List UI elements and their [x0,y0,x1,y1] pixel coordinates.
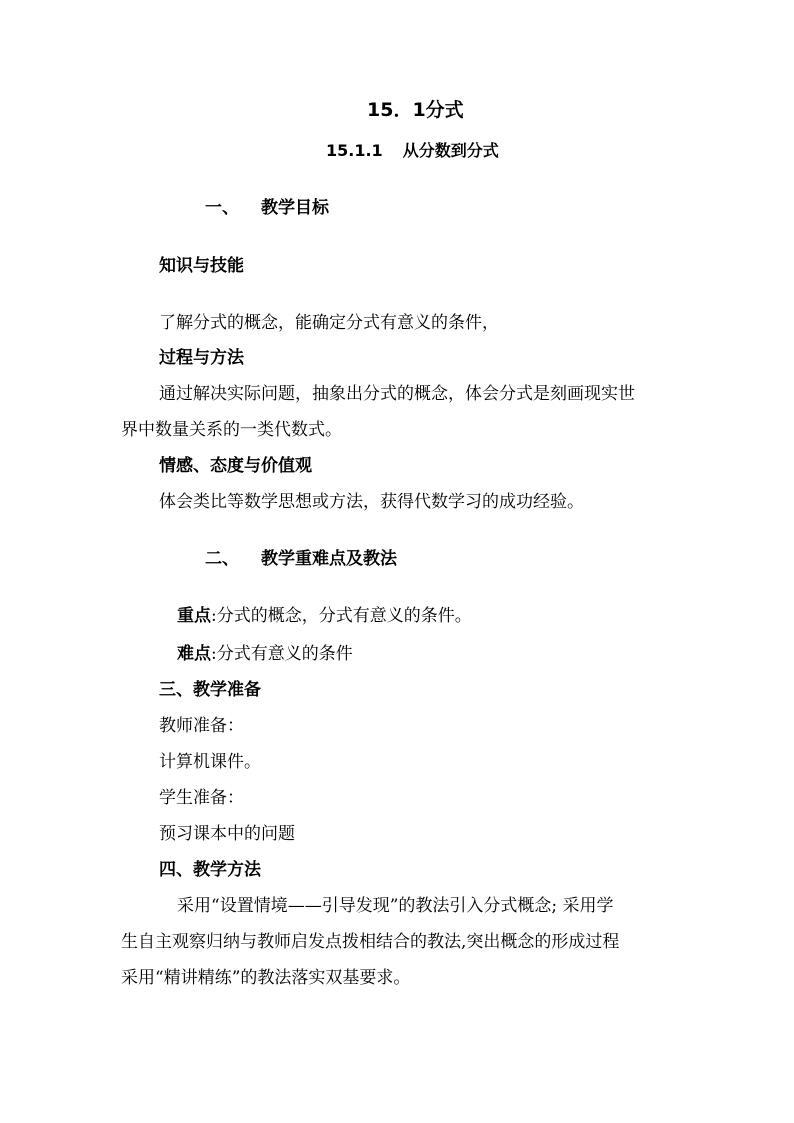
key-point-label: 重点 [177,606,211,626]
section-1-title: 教学目标 [261,198,329,218]
section-2-number: 二、 [205,549,239,569]
method-text-line1: 采用“设置情境——引导发现”的教法引入分式概念; 采用学 [177,896,614,916]
subtitle [326,141,499,161]
process-heading: 过程与方法 [159,348,244,368]
section-3-heading: 三、教学准备 [159,680,261,700]
emotion-text: 体会类比等数学思想或方法，获得代数学习的成功经验。 [159,492,584,512]
teacher-prep-label: 教师准备： [159,716,244,736]
knowledge-heading: 知识与技能 [159,256,244,276]
key-point-text: :分式的概念，分式有意义的条件。 [211,606,472,626]
emotion-heading: 情感、态度与价值观 [159,456,312,476]
knowledge-text: 了解分式的概念，能确定分式有意义的条件， [159,313,499,333]
process-text-line1: 通过解决实际问题，抽象出分式的概念，体会分式是刻画现实世 [159,384,635,404]
section-1-number: 一、 [205,198,239,218]
section-2-heading [205,549,397,569]
section-2-title: 教学重难点及教法 [261,549,397,569]
difficult-point [177,644,353,664]
method-text-line3: 采用“精讲精练”的教法落实双基要求。 [121,968,411,988]
section-1-heading [205,198,329,218]
page-title: 15．1分式 [367,99,464,121]
difficult-point-label: 难点 [177,644,211,664]
student-prep-item: 预习课本中的问题 [159,824,295,844]
key-point [177,606,472,626]
process-text-line2: 界中数量关系的一类代数式。 [121,420,342,440]
subtitle-text: 从分数到分式 [402,141,499,160]
difficult-point-text: :分式有意义的条件 [211,644,353,664]
teacher-prep-item: 计算机课件。 [159,752,261,772]
student-prep-label: 学生准备： [159,788,244,808]
subtitle-number: 15.1.1 [326,141,383,160]
method-text-line2: 生自主观察归纳与教师启发点拨相结合的教法,突出概念的形成过程 [121,932,620,952]
section-4-heading: 四、教学方法 [159,860,261,880]
